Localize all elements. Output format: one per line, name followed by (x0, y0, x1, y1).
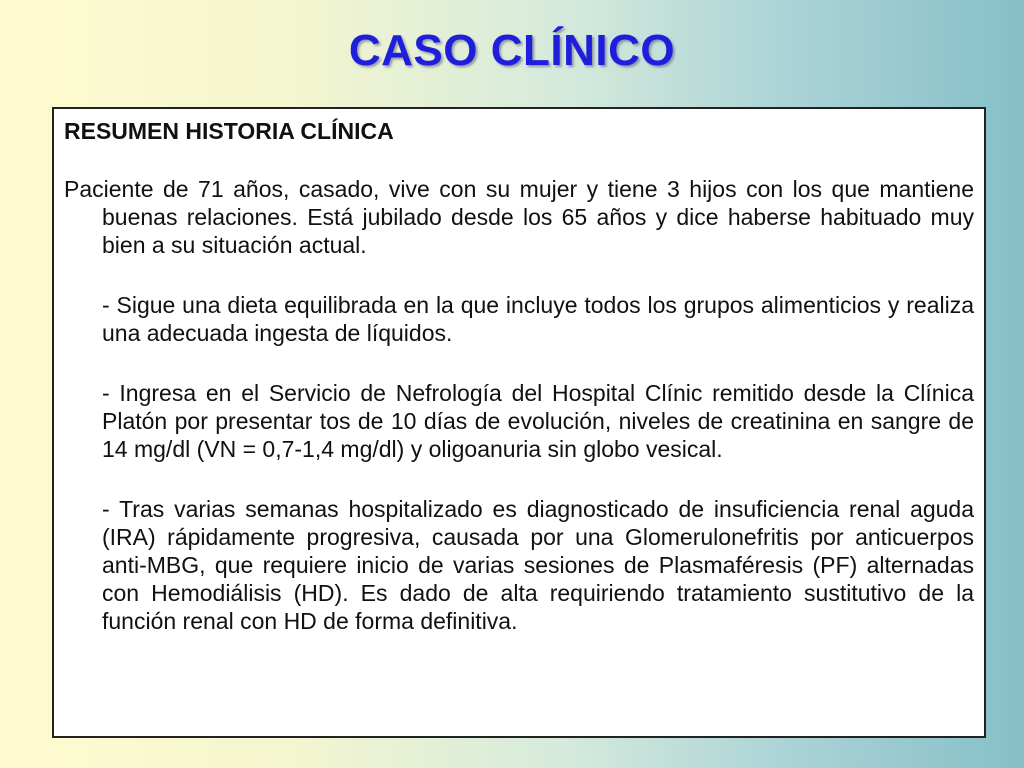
diet-paragraph: - Sigue una dieta equilibrada en la que incluye todos los grupos alimenticios y realiza una adecuada ingesta de líquidos. (102, 292, 974, 346)
summary-heading: RESUMEN HISTORIA CLÍNICA (64, 118, 394, 144)
slide-title: CASO CLÍNICO (348, 26, 676, 75)
admission-paragraph: - Ingresa en el Servicio de Nefrología del Hospital Clínic remitido desde la Clínica Platón por presentar tos de 10 días de evolución, niveles de creatinina en sangre de 14 mg/dl (VN = 0,7-1,4 mg/dl) y oligoanuria sin globo vesical. (102, 380, 974, 462)
diagnosis-paragraph: - Tras varias semanas hospitalizado es diagnosticado de insuficiencia renal aguda (IRA) rápidamente progresiva, causada por una Glomerulonefritis por anticuerpos anti-MBG, que requiere inicio de varias sesiones de Plasmaféresis (PF) alternadas con Hemodiálisis (HD). Es dado de alta requiriendo tratamiento sustitutivo de la función renal con HD de forma definitiva. (102, 496, 974, 634)
patient-intro-paragraph: Paciente de 71 años, casado, vive con su mujer y tiene 3 hijos con los que mantiene buenas relaciones. Está jubilado desde los 65 años y dice haberse habituado muy bien a su situación actual. (64, 176, 974, 258)
clinical-summary-box (52, 107, 986, 738)
